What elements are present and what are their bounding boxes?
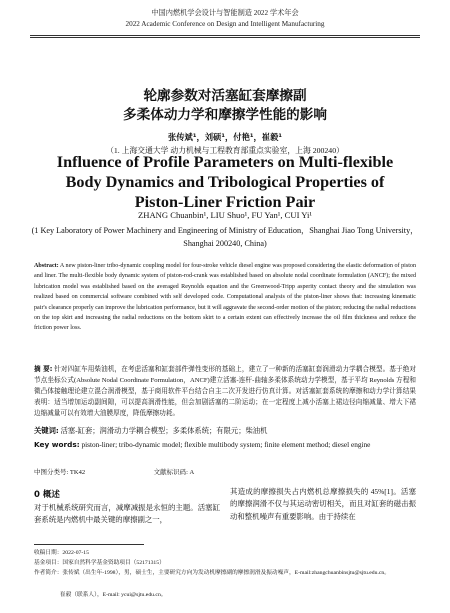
en-abstract-text: A new piston-liner tribo-dynamic coupling model for four-stroke vehicle diesel engine was proposed considering the elastic deformation of piston and liner. The multi-flexible body dynamic system of piston-rod-crank was established based on absolute nodal coordinate formulation (ANCF); the mixed lubrication model was established based on the averaged Reynolds equation and the Greenwood-Tripp asperity contact theory and the simulation was realized based on commercial software combined with self developed code. Computational analysis of the piston-liner shows that: increasing kinematic pair's clearance properly can improve the lubrication performance, but it will aggravate the second-order motion of the piston; reducing the radial reductions on the top skirt and increasing the radial reductions on the bottom skirt to a certain extent can effectively increase the oil film thickness and reduce the friction power loss. [34, 263, 417, 332]
cn-abstract [34, 364, 416, 419]
header-cn: 中国内燃机学会设计与智能制造 2022 学术年会 [151, 9, 299, 17]
header-rule-thin [30, 37, 420, 38]
en-abstract [34, 261, 416, 334]
running-header [0, 8, 450, 30]
cn-authors: 张传斌¹，刘硕¹，付艳¹，崔毅¹ [167, 132, 283, 142]
en-title: Influence of Profile Parameters on Multi-flexible Body Dynamics and Tribological Properties of Piston-Liner Friction Pair [56, 153, 394, 211]
cn-keywords-text: 活塞-缸套；润滑动力学耦合模型；多柔体系统；有限元；柴油机 [60, 426, 268, 435]
en-keywords [34, 439, 416, 450]
body-right-column: 其造成的摩擦损失占内燃机总摩擦损失的 45%[1]。活塞的摩擦润滑不仅与其运动密切相关，而且对缸套的磁击振动和整机噪声有重要影响。由于持续在 [230, 487, 416, 521]
header-en: 2022 Academic Conference on Design and Intelligent Manufacturing [125, 20, 325, 28]
header-rule [30, 35, 420, 36]
section-heading: 0 概述 [34, 490, 60, 500]
clc-number: 中图分类号: TK42 [34, 469, 86, 476]
footnote-author: 作者简介：张传斌（出生年-1998），男，硕士生，主要研究方向为发动机摩擦副的摩擦润滑及振动噪声，E-mail:zhangchuanbinsjtu@sjtu.edu.cn。 [34, 570, 390, 576]
doc-code: 文献标识码: A [153, 469, 195, 476]
cn-abstract-text: 针对四缸车用柴油机，在考虑活塞和缸套部件弹性变形的基础上，建立了一种新的活塞缸套润滑动力学耦合模型。基于绝对节点坐标公式(Absolute Nodal Coordinate Formulation，ANCF)建立活塞-连杆-曲轴多柔体系统动力学模型，基于平均 Reynolds 方程和微凸体接触理论建立混合润滑模型，基于商用软件平台结合自主二次开发进行仿真计算。对活塞缸套系统的摩擦和动力学计算结果表明：适当增加运动副间隙，可以提高润滑性能，但会加剧活塞的二阶运动；在一定程度上减小活塞上裙边径向缩减量、增大下裙边缩减量可以有效增大油膜厚度，降低摩擦功耗。 [34, 366, 417, 417]
en-abstract-label: Abstract: [34, 263, 59, 269]
cn-abstract-label: 摘 要: [34, 365, 53, 373]
cn-keywords [34, 425, 416, 436]
footnote-fund: 基金项目：国家自然科学基金资助项目（52171315） [34, 560, 165, 566]
cn-affiliation: （1. 上海交通大学 动力机械与工程教育部重点实验室，上海 200240） [106, 146, 344, 155]
cn-title-line2: 多柔体动力学和摩擦学性能的影响 [123, 107, 327, 123]
cn-keywords-label: 关键词: [34, 426, 59, 435]
footnote-received: 收稿日期：2022-07-15 [34, 550, 89, 556]
en-affiliation: (1 Key Laboratory of Power Machinery and Engineering of Ministry of Education，Shanghai Jiao Tong University，Shanghai 200240, China) [31, 226, 419, 248]
footnote-corresponding: 崔毅（联系人），E-mail: ycui@sjtu.edu.cn。 [60, 592, 167, 598]
en-keywords-text: piston-liner; tribo-dynamic model; flexible multibody system; finite element method; diesel engine [81, 440, 371, 449]
body-left-column: 对于机械系统研究而言，减摩减振是永恒的主题。活塞缸套系统是内燃机中最关键的摩擦副之一， [34, 503, 220, 525]
cn-title-line1: 轮廓参数对活塞缸套摩擦副 [143, 88, 307, 104]
en-keywords-label: Key words: [34, 440, 80, 449]
en-authors: ZHANG Chuanbin¹, LIU Shuo¹, FU Yan¹, CUI Yi¹ [138, 210, 312, 220]
classification-meta [34, 467, 416, 476]
footnote-rule [34, 544, 144, 545]
